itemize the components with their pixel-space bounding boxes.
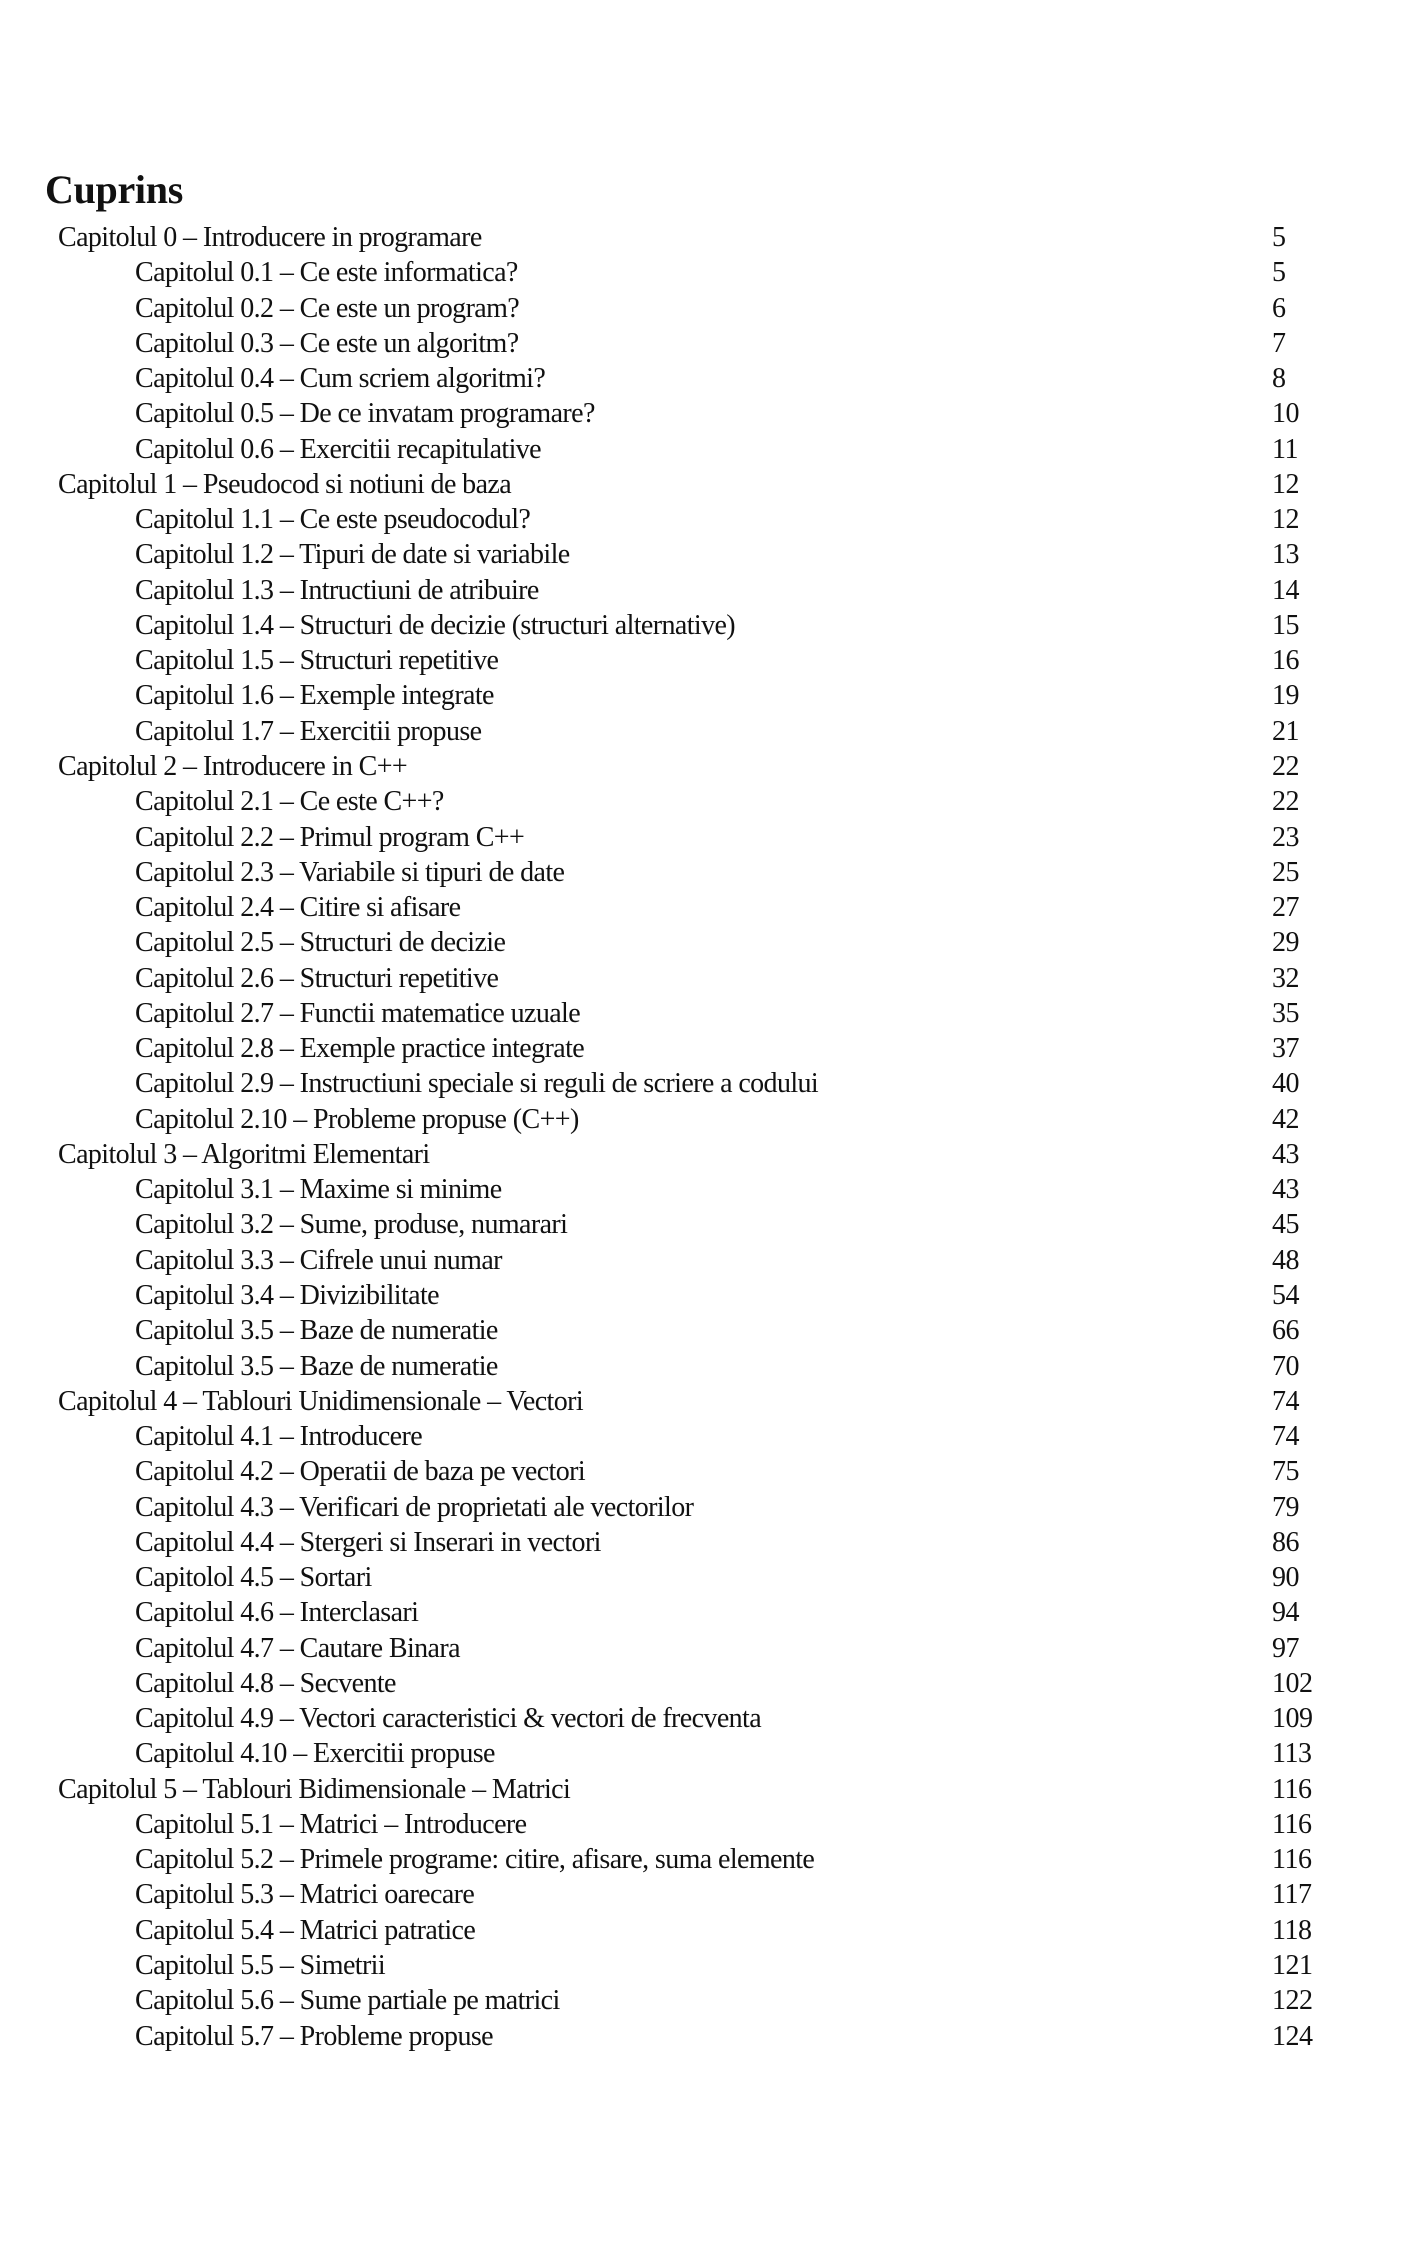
toc-entry-page-number: 27 xyxy=(1272,892,1299,924)
toc-entry-label: Capitolul 5.3 – Matrici oarecare xyxy=(135,1879,475,1911)
toc-chapter-entry[interactable] xyxy=(0,467,1410,502)
toc-entry-page-number: 122 xyxy=(1272,1985,1313,2017)
toc-section-entry[interactable] xyxy=(0,820,1410,855)
toc-entry-label: Capitolul 5 – Tablouri Bidimensionale – Matrici xyxy=(58,1773,571,1805)
toc-entry-page-number: 32 xyxy=(1272,962,1299,994)
toc-entry-label: Capitolul 5.5 – Simetrii xyxy=(135,1950,386,1982)
toc-entry-label: Capitolul 4 – Tablouri Unidimensionale – Vectori xyxy=(58,1385,584,1417)
toc-section-entry[interactable] xyxy=(0,1948,1410,1983)
toc-section-entry[interactable] xyxy=(0,925,1410,960)
toc-section-entry[interactable] xyxy=(0,1842,1410,1877)
toc-entry-label: Capitolul 4.6 – Interclasari xyxy=(135,1597,419,1629)
toc-entry-label: Capitolul 3.3 – Cifrele unui numar xyxy=(135,1244,502,1276)
toc-entry-label: Capitolul 4.2 – Operatii de baza pe vectori xyxy=(135,1456,586,1488)
toc-entry-label: Capitolul 0.3 – Ce este un algoritm? xyxy=(135,327,519,359)
toc-entry-label: Capitolul 1.4 – Structuri de decizie (structuri alternative) xyxy=(135,609,736,641)
toc-entry-page-number: 48 xyxy=(1272,1244,1299,1276)
toc-entry-label: Capitolul 5.6 – Sume partiale pe matrici xyxy=(135,1985,560,2017)
toc-section-entry[interactable] xyxy=(0,1243,1410,1278)
toc-entry-label: Capitolul 2.4 – Citire si afisare xyxy=(135,892,461,924)
toc-entry-page-number: 74 xyxy=(1272,1385,1299,1417)
toc-entry-page-number: 66 xyxy=(1272,1315,1299,1347)
toc-entry-label: Capitolul 1.6 – Exemple integrate xyxy=(135,680,494,712)
toc-entry-page-number: 10 xyxy=(1272,398,1299,430)
toc-entry-page-number: 21 xyxy=(1272,715,1299,747)
toc-entry-page-number: 94 xyxy=(1272,1597,1299,1629)
toc-entry-label: Capitolul 3 – Algoritmi Elementari xyxy=(58,1138,430,1170)
toc-entry-label: Capitolul 2 – Introducere in C++ xyxy=(58,750,408,782)
toc-entry-label: Capitolul 4.1 – Introducere xyxy=(135,1421,423,1453)
toc-entry-label: Capitolul 3.2 – Sume, produse, numarari xyxy=(135,1209,568,1241)
toc-section-entry[interactable] xyxy=(0,1701,1410,1736)
toc-entry-label: Capitolul 2.2 – Primul program C++ xyxy=(135,821,525,853)
toc-entry-label: Capitolul 3.4 – Divizibilitate xyxy=(135,1279,439,1311)
toc-entry-page-number: 8 xyxy=(1272,363,1286,395)
toc-section-entry[interactable] xyxy=(0,1666,1410,1701)
toc-entry-page-number: 75 xyxy=(1272,1456,1299,1488)
toc-entry-page-number: 13 xyxy=(1272,539,1299,571)
toc-entry-page-number: 54 xyxy=(1272,1279,1299,1311)
toc-entry-page-number: 79 xyxy=(1272,1491,1299,1523)
toc-entry-label: Capitolul 0.6 – Exercitii recapitulative xyxy=(135,433,541,465)
toc-entry-page-number: 86 xyxy=(1272,1526,1299,1558)
toc-section-entry[interactable] xyxy=(0,326,1410,361)
toc-section-entry[interactable] xyxy=(0,855,1410,890)
toc-section-entry[interactable] xyxy=(0,502,1410,537)
toc-chapter-entry[interactable] xyxy=(0,1772,1410,1807)
toc-section-entry[interactable] xyxy=(0,1172,1410,1207)
toc-entry-page-number: 7 xyxy=(1272,327,1286,359)
toc-section-entry[interactable] xyxy=(0,291,1410,326)
toc-entry-label: Capitolul 3.1 – Maxime si minime xyxy=(135,1174,502,1206)
toc-entry-label: Capitolul 0.4 – Cum scriem algoritmi? xyxy=(135,363,546,395)
toc-section-entry[interactable] xyxy=(0,537,1410,572)
toc-entry-label: Capitolul 4.3 – Verificari de proprietati ale vectorilor xyxy=(135,1491,694,1523)
toc-entry-page-number: 5 xyxy=(1272,222,1286,253)
toc-entry-page-number: 12 xyxy=(1272,504,1299,536)
toc-entry-page-number: 42 xyxy=(1272,1103,1299,1135)
toc-entry-label: Capitolul 4.8 – Secvente xyxy=(135,1667,396,1699)
toc-entry-page-number: 102 xyxy=(1272,1667,1313,1699)
toc-entry-label: Capitolul 1.2 – Tipuri de date si variabile xyxy=(135,539,570,571)
toc-entry-page-number: 116 xyxy=(1272,1808,1312,1840)
toc-entry-page-number: 43 xyxy=(1272,1174,1299,1206)
toc-chapter-entry[interactable] xyxy=(0,1384,1410,1419)
toc-entry-label: Capitolul 3.5 – Baze de numeratie xyxy=(135,1315,498,1347)
toc-entry-label: Capitolul 2.10 – Probleme propuse (C++) xyxy=(135,1103,579,1135)
toc-section-entry[interactable] xyxy=(0,396,1410,431)
toc-section-entry[interactable] xyxy=(0,643,1410,678)
toc-entry-page-number: 25 xyxy=(1272,856,1299,888)
toc-section-entry[interactable] xyxy=(0,1631,1410,1666)
toc-entry-page-number: 37 xyxy=(1272,1033,1299,1065)
toc-entry-page-number: 74 xyxy=(1272,1421,1299,1453)
toc-entry-page-number: 121 xyxy=(1272,1950,1313,1982)
toc-section-entry[interactable] xyxy=(0,714,1410,749)
toc-entry-page-number: 12 xyxy=(1272,468,1299,500)
toc-section-entry[interactable] xyxy=(0,1595,1410,1630)
table-of-contents xyxy=(0,220,1410,2054)
toc-section-entry[interactable] xyxy=(0,1807,1410,1842)
toc-section-entry[interactable] xyxy=(0,784,1410,819)
toc-entry-label: Capitolul 2.3 – Variabile si tipuri de date xyxy=(135,856,565,888)
toc-entry-label: Capitolul 0.5 – De ce invatam programare? xyxy=(135,398,595,430)
toc-entry-page-number: 124 xyxy=(1272,2020,1313,2052)
toc-section-entry[interactable] xyxy=(0,255,1410,290)
toc-entry-label: Capitolul 2.7 – Functii matematice uzuale xyxy=(135,997,581,1029)
toc-section-entry[interactable] xyxy=(0,1525,1410,1560)
toc-entry-page-number: 109 xyxy=(1272,1703,1313,1735)
toc-entry-label: Capitolul 2.5 – Structuri de decizie xyxy=(135,927,506,959)
toc-entry-label: Capitolul 4.7 – Cautare Binara xyxy=(135,1632,460,1664)
toc-section-entry[interactable] xyxy=(0,1560,1410,1595)
toc-section-entry[interactable] xyxy=(0,1983,1410,2018)
toc-entry-label: Capitolul 4.9 – Vectori caracteristici & vectori de frecventa xyxy=(135,1703,762,1735)
toc-entry-label: Capitolul 1.3 – Intructiuni de atribuire xyxy=(135,574,539,606)
toc-entry-page-number: 70 xyxy=(1272,1350,1299,1382)
toc-section-entry[interactable] xyxy=(0,1066,1410,1101)
toc-entry-label: Capitolul 1.1 – Ce este pseudocodul? xyxy=(135,504,531,536)
toc-entry-page-number: 97 xyxy=(1272,1632,1299,1664)
toc-entry-label: Capitolul 3.5 – Baze de numeratie xyxy=(135,1350,498,1382)
toc-section-entry[interactable] xyxy=(0,1349,1410,1384)
toc-entry-page-number: 11 xyxy=(1272,433,1298,465)
toc-section-entry[interactable] xyxy=(0,996,1410,1031)
toc-section-entry[interactable] xyxy=(0,1736,1410,1771)
toc-section-entry[interactable] xyxy=(0,1278,1410,1313)
toc-entry-label: Capitolul 2.1 – Ce este C++? xyxy=(135,786,444,818)
toc-entry-label: Capitolul 2.8 – Exemple practice integrate xyxy=(135,1033,585,1065)
toc-entry-label: Capitolul 0.2 – Ce este un program? xyxy=(135,292,520,324)
toc-entry-label: Capitolul 4.10 – Exercitii propuse xyxy=(135,1738,495,1770)
toc-section-entry[interactable] xyxy=(0,1207,1410,1242)
toc-entry-page-number: 117 xyxy=(1272,1879,1312,1911)
toc-entry-page-number: 40 xyxy=(1272,1068,1299,1100)
toc-entry-page-number: 90 xyxy=(1272,1562,1299,1594)
toc-entry-label: Capitolul 0 – Introducere in programare xyxy=(58,222,482,253)
toc-entry-page-number: 6 xyxy=(1272,292,1286,324)
toc-section-entry[interactable] xyxy=(0,961,1410,996)
toc-entry-page-number: 43 xyxy=(1272,1138,1299,1170)
toc-entry-page-number: 23 xyxy=(1272,821,1299,853)
toc-chapter-entry[interactable] xyxy=(0,749,1410,784)
toc-entry-label: Capitolul 1.5 – Structuri repetitive xyxy=(135,645,499,677)
toc-section-entry[interactable] xyxy=(0,1031,1410,1066)
toc-entry-page-number: 45 xyxy=(1272,1209,1299,1241)
toc-chapter-entry[interactable] xyxy=(0,1137,1410,1172)
toc-entry-page-number: 22 xyxy=(1272,786,1299,818)
toc-section-entry[interactable] xyxy=(0,2019,1410,2054)
toc-section-entry[interactable] xyxy=(0,1877,1410,1912)
toc-section-entry[interactable] xyxy=(0,1913,1410,1948)
toc-entry-page-number: 5 xyxy=(1272,257,1286,289)
toc-entry-page-number: 15 xyxy=(1272,609,1299,641)
toc-entry-label: Capitolul 0.1 – Ce este informatica? xyxy=(135,257,518,289)
toc-section-entry[interactable] xyxy=(0,1490,1410,1525)
toc-entry-label: Capitolul 1 – Pseudocod si notiuni de baza xyxy=(58,468,512,500)
toc-section-entry[interactable] xyxy=(0,890,1410,925)
toc-entry-page-number: 19 xyxy=(1272,680,1299,712)
toc-entry-label: Capitolul 2.6 – Structuri repetitive xyxy=(135,962,499,994)
toc-entry-label: Capitolul 5.4 – Matrici patratice xyxy=(135,1914,476,1946)
toc-entry-page-number: 116 xyxy=(1272,1844,1312,1876)
toc-entry-page-number: 29 xyxy=(1272,927,1299,959)
toc-entry-label: Capitolul 5.1 – Matrici – Introducere xyxy=(135,1808,527,1840)
toc-entry-page-number: 35 xyxy=(1272,997,1299,1029)
toc-entry-page-number: 14 xyxy=(1272,574,1299,606)
toc-entry-label: Capitolul 2.9 – Instructiuni speciale si reguli de scriere a codului xyxy=(135,1068,819,1100)
toc-entry-page-number: 116 xyxy=(1272,1773,1312,1805)
toc-entry-label: Capitolol 4.5 – Sortari xyxy=(135,1562,372,1594)
toc-entry-label: Capitolul 1.7 – Exercitii propuse xyxy=(135,715,482,747)
toc-entry-page-number: 118 xyxy=(1272,1914,1312,1946)
toc-section-entry[interactable] xyxy=(0,678,1410,713)
toc-chapter-entry[interactable] xyxy=(0,220,1410,255)
toc-entry-page-number: 16 xyxy=(1272,645,1299,677)
toc-section-entry[interactable] xyxy=(0,432,1410,467)
toc-section-entry[interactable] xyxy=(0,1102,1410,1137)
toc-section-entry[interactable] xyxy=(0,1313,1410,1348)
toc-entry-label: Capitolul 4.4 – Stergeri si Inserari in vectori xyxy=(135,1526,601,1558)
toc-section-entry[interactable] xyxy=(0,1419,1410,1454)
toc-section-entry[interactable] xyxy=(0,361,1410,396)
toc-entry-page-number: 113 xyxy=(1272,1738,1312,1770)
toc-entry-page-number: 22 xyxy=(1272,750,1299,782)
toc-entry-label: Capitolul 5.7 – Probleme propuse xyxy=(135,2020,493,2052)
toc-section-entry[interactable] xyxy=(0,573,1410,608)
toc-entry-label: Capitolul 5.2 – Primele programe: citire, afisare, suma elemente xyxy=(135,1844,815,1876)
toc-title: Cuprins xyxy=(45,166,183,212)
toc-section-entry[interactable] xyxy=(0,1454,1410,1489)
toc-section-entry[interactable] xyxy=(0,608,1410,643)
